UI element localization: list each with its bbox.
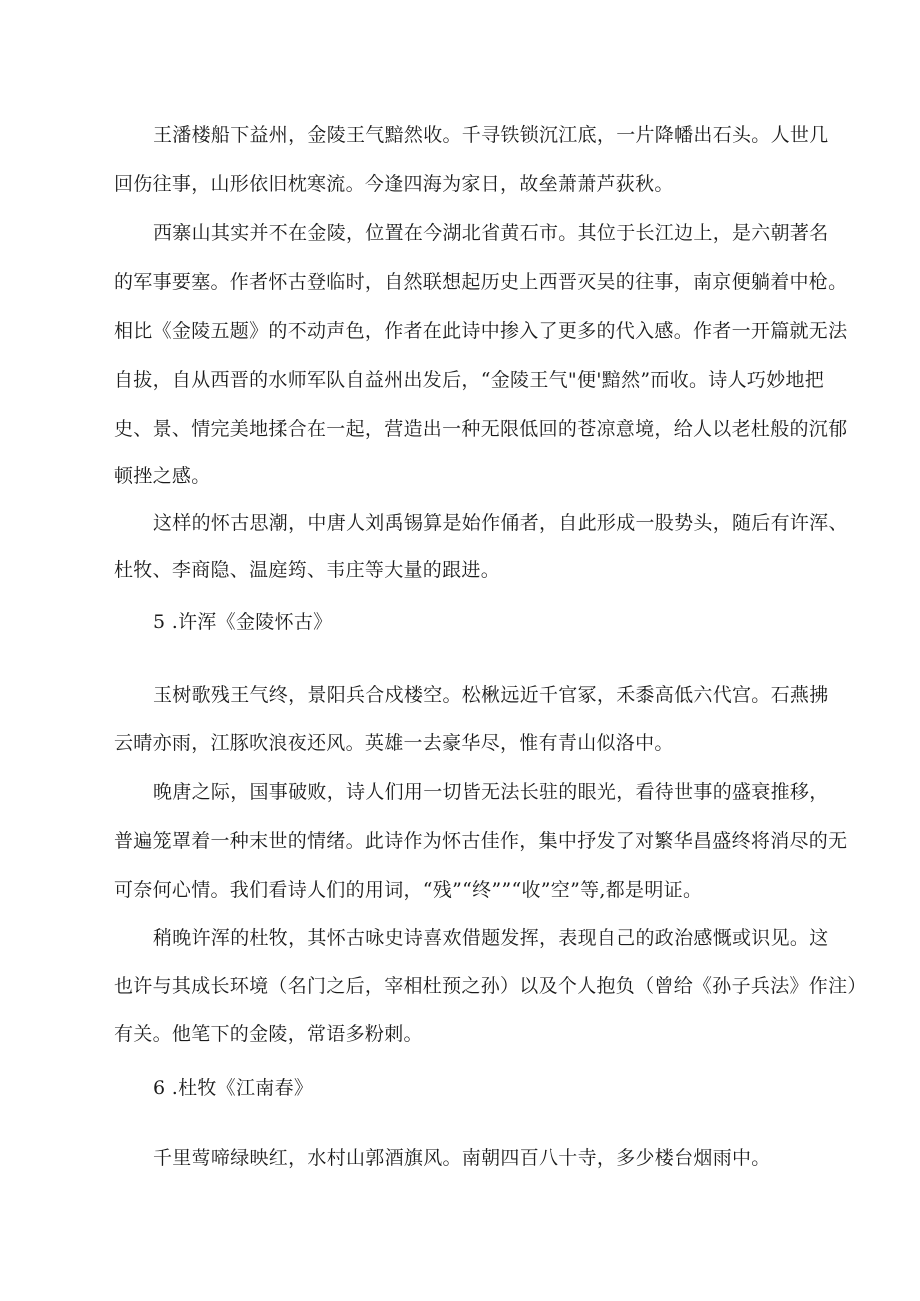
text-line: 千里莺啼绿映红，水村山郭酒旗风。南朝四百八十寺，多少楼台烟雨中。: [153, 1147, 771, 1169]
text-line: 稍晚许浑的杜牧，其怀古咏史诗喜欢借题发挥，表现自己的政治感慨或识见。这: [153, 927, 829, 949]
text-line: 云晴亦雨，江豚吹浪夜还风。英雄一去豪华尽，惟有青山似洛中。: [114, 732, 674, 754]
text-line: 有关。他笔下的金陵，常语多粉刺。: [114, 1023, 423, 1045]
text-line: 王潘楼船下益州，金陵王气黯然收。千寻铁锁沉江底，一片降幡出石头。人世几: [153, 124, 829, 146]
text-line: 西寨山其实并不在金陵，位置在今湖北省黄石市。其位于长江边上，是六朝著名: [153, 222, 829, 244]
text-line: 杜牧、李商隐、温庭筠、韦庄等大量的跟进。: [114, 559, 501, 581]
text-line: 可奈何心情。我们看诗人们的用词，“残”“终””“收”空”等,都是明证。: [114, 879, 703, 901]
text-line: 的军事要塞。作者怀古登临时，自然联想起历史上西晋灭吴的往事，南京便躺着中枪。: [114, 271, 848, 293]
text-line: 史、景、情完美地揉合在一起，营造出一种无限低回的苍凉意境，给人以老杜般的沉郁: [114, 418, 848, 440]
text-line: 普遍笼罩着一种末世的情绪。此诗作为怀古佳作，集中抒发了对繁华昌盛终将消尽的无: [114, 830, 848, 852]
text-line: 相比《金陵五题》的不动声色，作者在此诗中掺入了更多的代入感。作者一开篇就无法: [114, 320, 848, 342]
text-line: 晚唐之际，国事破败，诗人们用一切皆无法长驻的眼光，看待世事的盛衰推移，: [153, 781, 829, 803]
text-line: 回伤往事，山形依旧枕寒流。今逢四海为家日，故垒萧萧芦荻秋。: [114, 173, 674, 195]
text-line: 也许与其成长环境（名门之后，宰相杜预之孙）以及个人抱负（曾给《孙子兵法》作注）: [114, 975, 867, 997]
section-heading: 6 .杜牧《江南春》: [153, 1077, 314, 1099]
section-heading: 5 .许浑《金陵怀古》: [153, 611, 333, 633]
text-line: 自拔，自从西晋的水师军队自益州出发后，“金陵王气"便'黯然”而收。诗人巧妙地把: [114, 369, 825, 391]
text-line: 这样的怀古思潮，中唐人刘禹锡算是始作俑者，自此形成一股势头，随后有许浑、: [153, 512, 848, 534]
text-line: 玉树歌残王气终，景阳兵合戍楼空。松楸远近千官冢，禾黍高低六代宫。石燕拂: [153, 684, 829, 706]
text-line: 顿挫之感。: [114, 465, 211, 487]
